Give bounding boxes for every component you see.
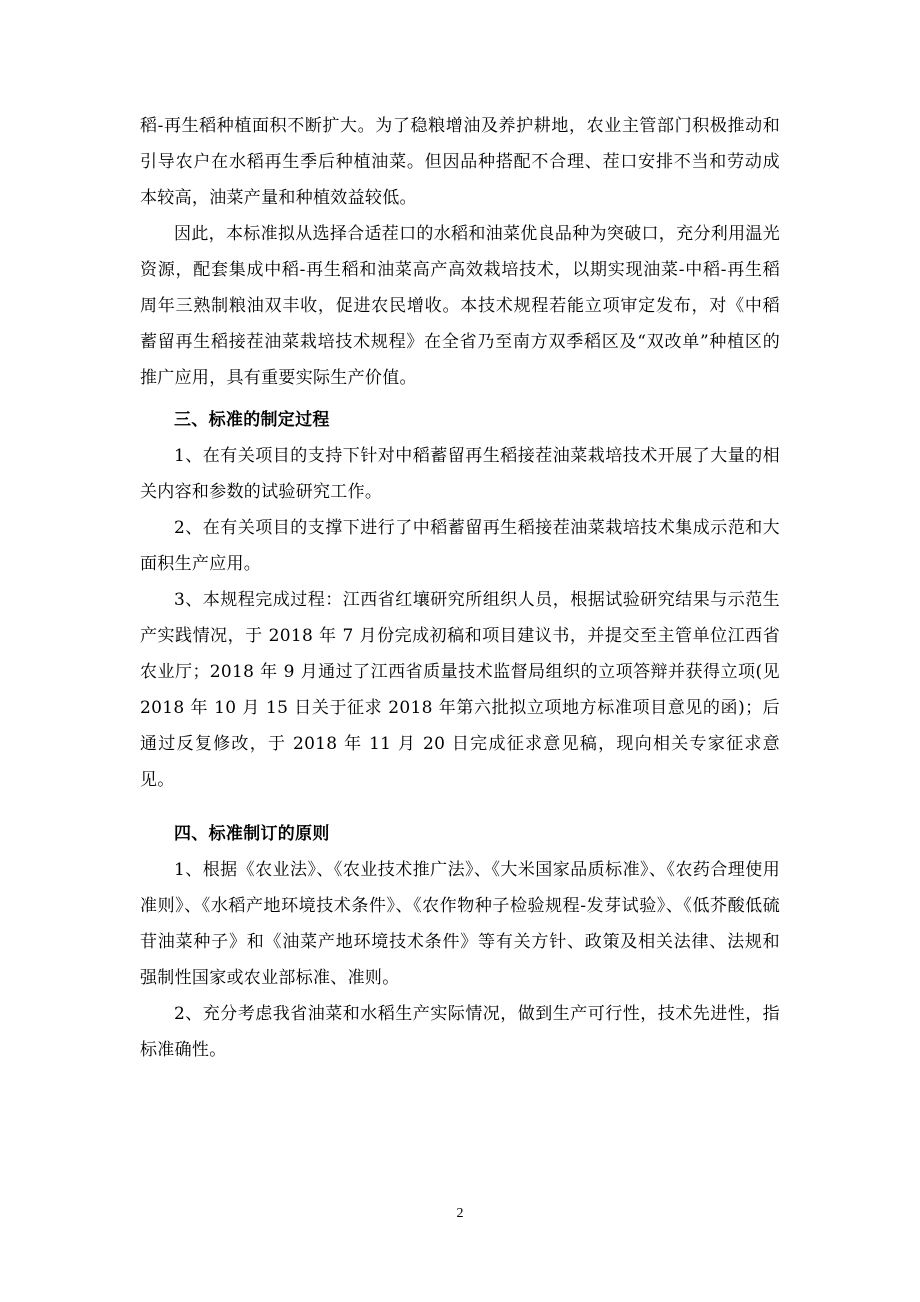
section-3-item-1: 1、在有关项目的支持下针对中稻蓄留再生稻接茬油菜栽培技术开展了大量的相关内容和参数的试验研究工作。	[140, 446, 780, 502]
document-body	[140, 108, 780, 1068]
intro-paragraph-continued: 稻-再生稻种植面积不断扩大。为了稳粮增油及养护耕地，农业主管部门积极推动和引导农户在水稻再生季后种植油菜。但因品种搭配不合理、茬口安排不当和劳动成本较高，油菜产量和种植效益较低。	[140, 116, 780, 208]
section-4-item-2: 2、充分考虑我省油菜和水稻生产实际情况，做到生产可行性，技术先进性，指标准确性。	[140, 1004, 780, 1060]
section-3-item-3: 3、本规程完成过程：江西省红壤研究所组织人员，根据试验研究结果与示范生产实践情况，于 2018 年 7 月份完成初稿和项目建议书，并提交至主管单位江西省农业厅；2018 年 9 月通过了江西省质量技术监督局组织的立项答辩并获得立项(见 2018 年 10 月 15 日关于征求 2018 年第六批拟立项地方标准项目意见的函)；后通过反复修改，于 2018 年 11 月 20 日完成征求意见稿，现向相关专家征求意见。	[140, 590, 780, 790]
spacer	[140, 798, 780, 816]
intro-paragraph: 因此，本标准拟从选择合适茬口的水稻和油菜优良品种为突破口，充分利用温光资源，配套集成中稻-再生稻和油菜高产高效栽培技术，以期实现油菜-中稻-再生稻周年三熟制粮油双丰收，促进农民增收。本技术规程若能立项审定发布，对《中稻蓄留再生稻接茬油菜栽培技术规程》在全省乃至南方双季稻区及“双改单”种植区的推广应用，具有重要实际生产价值。	[140, 224, 780, 388]
page-number: 2	[456, 1206, 464, 1221]
section-3-item-2: 2、在有关项目的支撑下进行了中稻蓄留再生稻接茬油菜栽培技术集成示范和大面积生产应用。	[140, 518, 780, 574]
section-3-heading: 三、标准的制定过程	[174, 410, 330, 430]
section-4-heading: 四、标准制订的原则	[174, 824, 330, 844]
section-4-item-1: 1、根据《农业法》、《农业技术推广法》、《大米国家品质标准》、《农药合理使用准则》、《水稻产地环境技术条件》、《农作物种子检验规程-发芽试验》、《低芥酸低硫苷油菜种子》和《油菜产地环境技术条件》等有关方针、政策及相关法律、法规和强制性国家或农业部标准、准则。	[140, 860, 780, 988]
